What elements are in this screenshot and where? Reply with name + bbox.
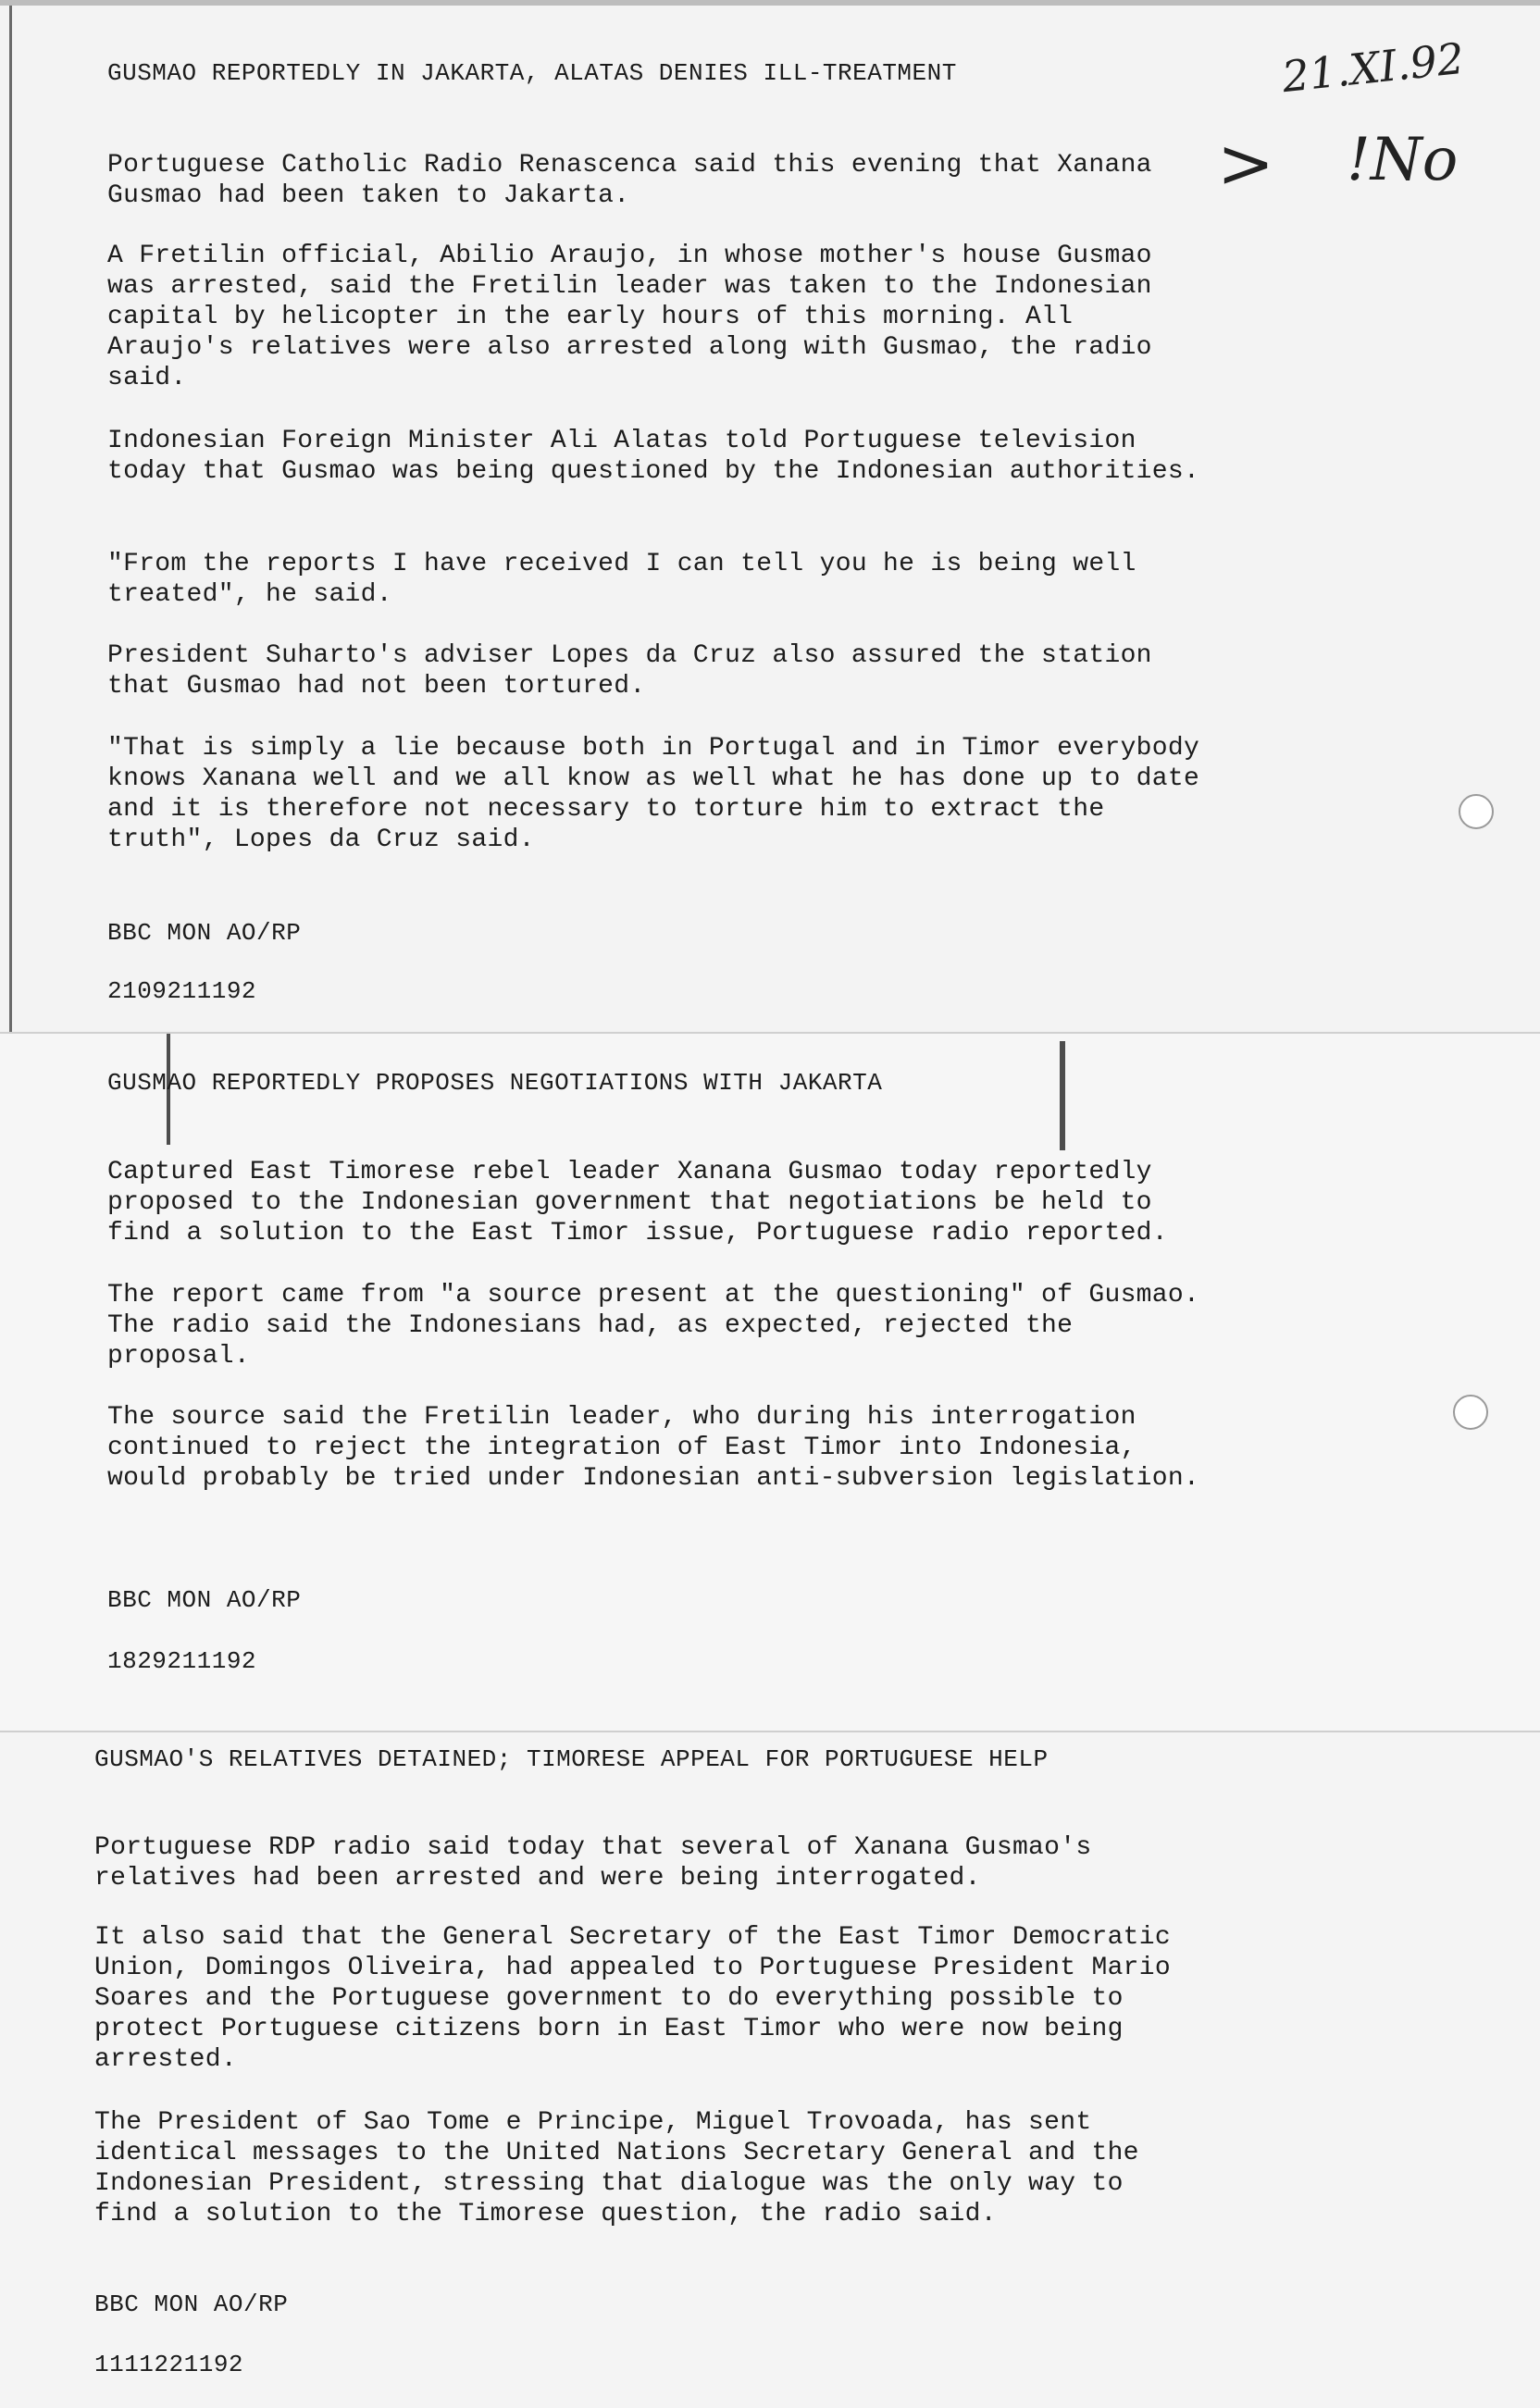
article-2-paragraph-1: Captured East Timorese rebel leader Xanana Gusmao today reportedly proposed to the Indonesian government that negotiations be held to find a solution to the East Timor issue, Portuguese radio reported. [107, 1158, 1168, 1247]
clipping-sheet-2 [0, 1032, 1540, 1737]
article-1-reference: 2109211192 [107, 977, 257, 1005]
article-3-paragraph-3: The President of Sao Tome e Principe, Miguel Trovoada, has sent identical messages to the United Nations Secretary General and the Indonesian President, stressing that dialogue was the only way to find a solution to the Timorese question, the radio said. [94, 2108, 1139, 2228]
article-1-source: BBC MON AO/RP [107, 919, 302, 947]
article-2-source: BBC MON AO/RP [107, 1586, 302, 1614]
handwritten-note: !No [1347, 126, 1459, 194]
article-1-paragraph-4: "From the reports I have received I can tell you he is being well treated", he said. [107, 550, 1136, 609]
article-1-paragraph-3: Indonesian Foreign Minister Ali Alatas told Portuguese television today that Gusmao was being questioned by the Indonesian authorities. [107, 427, 1200, 486]
article-1-paragraph-1: Portuguese Catholic Radio Renascenca said this evening that Xanana Gusmao had been taken to Jakarta. [107, 151, 1152, 210]
margin-rule [9, 6, 12, 1033]
punch-hole [1459, 794, 1494, 829]
article-3-headline: GUSMAO'S RELATIVES DETAINED; TIMORESE APPEAL FOR PORTUGUESE HELP [94, 1745, 1049, 1773]
article-2-headline: GUSMAO REPORTEDLY PROPOSES NEGOTIATIONS WITH JAKARTA [107, 1069, 883, 1097]
clipping-sheet-3 [0, 1731, 1540, 2408]
handwritten-date: 21.XI.92 [1279, 32, 1467, 103]
handwritten-arrow: > [1217, 124, 1275, 204]
article-1-paragraph-2: A Fretilin official, Abilio Araujo, in whose mother's house Gusmao was arrested, said the Fretilin leader was taken to the Indonesian capital by helicopter in the early hours of this morning. All Araujo's relatives were also arrested along with Gusmao, the radio said. [107, 242, 1152, 392]
article-2-paragraph-3: The source said the Fretilin leader, who during his interrogation continued to reject the integration of East Timor into Indonesia, would probably be tried under Indonesian anti-subversion legislation. [107, 1403, 1200, 1493]
article-3-reference: 1111221192 [94, 2351, 244, 2378]
article-3-paragraph-2: It also said that the General Secretary of the East Timor Democratic Union, Domingos Oliveira, had appealed to Portuguese President Mario Soares and the Portuguese government to do everything possible to protect Portuguese citizens born in East Timor who were now being arrested. [94, 1923, 1171, 2074]
clipping-sheet-1 [0, 0, 1540, 1036]
scan-mark [1060, 1041, 1065, 1150]
article-3-source: BBC MON AO/RP [94, 2290, 289, 2318]
article-1-headline: GUSMAO REPORTEDLY IN JAKARTA, ALATAS DENIES ILL-TREATMENT [107, 59, 957, 87]
article-2-reference: 1829211192 [107, 1647, 257, 1675]
article-1-paragraph-6: "That is simply a lie because both in Portugal and in Timor everybody knows Xanana well and we all know as well what he has done up to date and it is therefore not necessary to torture him to extract the truth", Lopes da Cruz said. [107, 734, 1200, 854]
punch-hole [1453, 1395, 1488, 1430]
article-3-paragraph-1: Portuguese RDP radio said today that several of Xanana Gusmao's relatives had been arrested and were being interrogated. [94, 1833, 1092, 1893]
article-1-paragraph-5: President Suharto's adviser Lopes da Cruz also assured the station that Gusmao had not been tortured. [107, 641, 1152, 701]
article-2-paragraph-2: The report came from "a source present at the questioning" of Gusmao. The radio said the Indonesians had, as expected, rejected the proposal. [107, 1281, 1200, 1371]
